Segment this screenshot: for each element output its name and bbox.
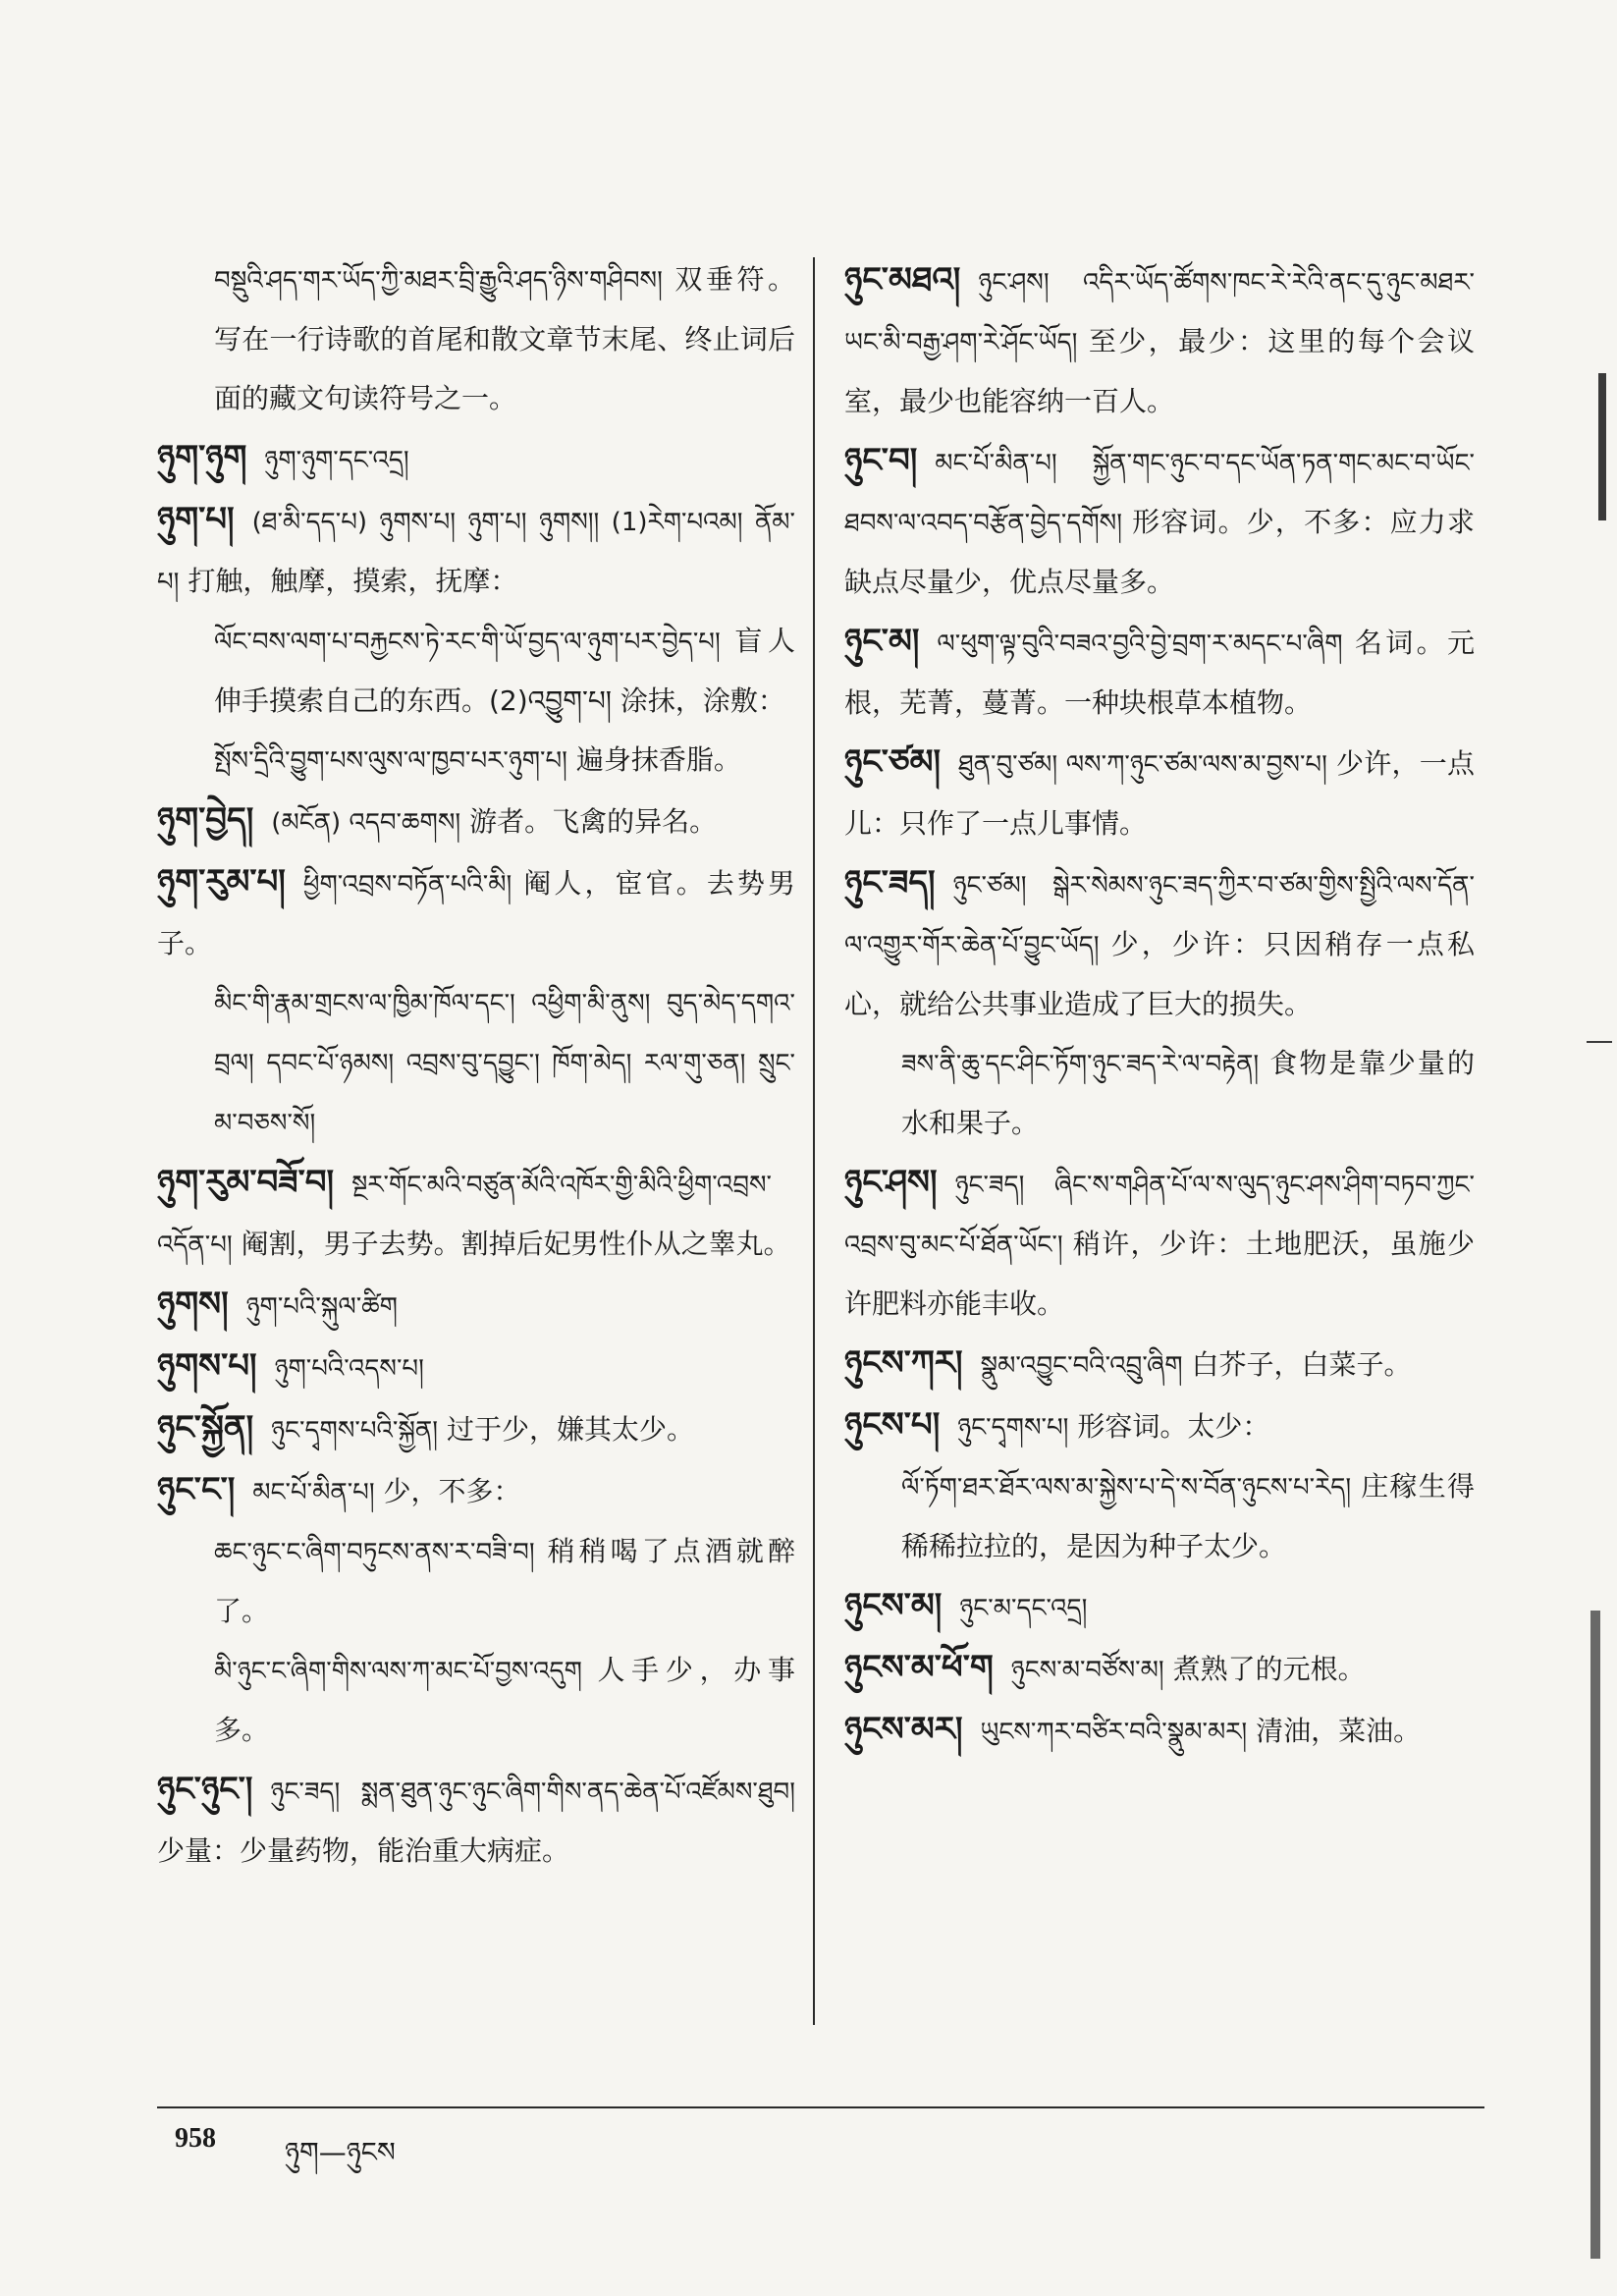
tibetan-definition: ཉུངས་མ་བཙོས་མ། <box>1010 1656 1164 1685</box>
entry <box>844 1395 1475 1457</box>
tibetan-definition: སྤོས་དྲིའི་བྱུག་པས་ལུས་ལ་ཁྱབ་པར་ཉུག་པ། <box>214 746 567 776</box>
chinese-definition: 遍身抹香脂。 <box>575 743 741 776</box>
chinese-definition: 阉割，男子去势。割掉后妃男性仆从之睾丸。 <box>241 1228 791 1260</box>
headword: ཉུངས་མ་ཕོ་ག <box>844 1648 994 1687</box>
tibetan-definition: མིང་གི་རྣམ་གྲངས་ལ་ཁྱིམ་ཁོལ་དང་། འཕྱིག་མི་ནུས། བུད་མེད་དགའ་བྲལ། དབང་པོ་ཉམས། འབྲས་བུ་དབྱུང་། ཁོག་མེད། རལ་གུ་ཅན། སྲུང་མ་བཅས་སོ། <box>214 989 795 1138</box>
chinese-definition: 过于少，嫌其太少。 <box>446 1413 694 1446</box>
tibetan-definition: ལ་ཕུག་ལྟ་བུའི་བཟའ་བྱའི་བྱེ་བྲག་ར་མདང་པ་ཞིག <box>937 629 1343 659</box>
headword: ཉུང་མཐའ། <box>844 260 961 300</box>
headword: ཉུགས། <box>157 1285 229 1324</box>
headword: ཉུང་ཟད། <box>844 863 936 902</box>
chinese-definition: 阉人，宦官。去势男子。 <box>157 867 795 959</box>
running-head: ཉུག—ཉུངས <box>285 2136 396 2168</box>
tibetan-definition: ཉུང་ཟད། ཞིང་ས་གཤིན་པོ་ལ་ས་ལུད་ཉུང་ཤས་ཤིག་བཏབ་ཀྱང་འབྲས་བུ་མང་པོ་ཐོན་ཡོང་། <box>844 1171 1475 1260</box>
entry <box>844 1334 1475 1395</box>
chinese-definition: 至少，最少：这里的每个会议室，最少也能容纳一百人。 <box>844 325 1475 417</box>
tibetan-definition: ཉུག་ཉུག་དང་འདྲ། <box>264 446 409 475</box>
entry <box>157 1760 795 1881</box>
headword: ཉུང་ང་། <box>157 1470 236 1509</box>
entry <box>844 1153 1475 1334</box>
scan-edge-mark <box>1590 1611 1600 2259</box>
entry <box>844 1576 1475 1638</box>
tibetan-definition: ཕྱིག་འབྲས་བཏོན་པའི་མི། <box>302 870 512 900</box>
tibetan-definition: ཟས་ནི་ཆུ་དང་ཤིང་ཏོག་ཉུང་ཟད་རེ་ལ་བརྟེན། <box>901 1050 1260 1079</box>
headword: ཉུངས་པ། <box>844 1405 941 1445</box>
scan-edge-mark <box>1587 1041 1612 1043</box>
entry <box>157 428 795 490</box>
tibetan-definition: ཉུང་དྭགས་པ། <box>957 1413 1069 1443</box>
headword: ཉུང་ཉུང་། <box>157 1770 253 1809</box>
headword: ཉུག་པ། <box>157 500 235 539</box>
chinese-definition: 清油，菜油。 <box>1256 1715 1422 1747</box>
entry <box>844 612 1475 733</box>
headword: ཉུང་མ། <box>844 622 920 661</box>
chinese-definition: 打触，触摩，摸索，抚摩： <box>188 565 518 597</box>
chinese-definition: 煮熟了的元根。 <box>1172 1653 1366 1685</box>
tibetan-definition: (ཐ་མི་དད་པ) ཉུགས་པ། ཉུག་པ། ཉུགས།། (1)རེག་པའམ། ནོམ་པ། <box>157 508 795 597</box>
entry <box>157 1153 795 1275</box>
entry <box>157 731 795 791</box>
right-column <box>844 250 1475 1762</box>
chinese-definition: 形容词。少，不多：应力求缺点尽量少，优点尽量多。 <box>844 506 1475 598</box>
tibetan-definition: ཉུང་ཤས། འདིར་ཡོད་ཚོགས་ཁང་རེ་རེའི་ནང་དུ་ཉུང་མཐར་ཡང་མི་བརྒྱ་ཤག་རེ་ཤོང་ཡོད། <box>844 268 1475 357</box>
entry <box>157 852 795 973</box>
chinese-definition: 游者。飞禽的异名。 <box>469 805 718 838</box>
entry <box>844 1638 1475 1700</box>
page-number: 958 <box>175 2123 216 2154</box>
entry <box>844 733 1475 853</box>
chinese-definition: 白芥子，白菜子。 <box>1191 1348 1412 1381</box>
tibetan-definition: ཉུང་ཟད། སྨན་ཐུན་ཉུང་ཉུང་ཞིག་གིས་ནད་ཆེན་པོ་འཛོམས་ཐུབ། <box>270 1777 795 1807</box>
tibetan-definition: མང་པོ་མིན་པ། སྐྱོན་གང་ཉུང་བ་དང་ཡོན་ཏན་གང་མང་བ་ཡོང་ཐབས་ལ་འབད་བརྩོན་བྱེད་དགོས། <box>844 449 1475 538</box>
entry <box>157 1337 795 1398</box>
tibetan-definition: ཉུག་པའི་སྐུལ་ཚིག <box>245 1292 398 1322</box>
column-divider <box>813 257 815 2025</box>
headword: ཉུང་ཤས། <box>844 1163 938 1202</box>
chinese-definition: 形容词。太少： <box>1077 1410 1270 1443</box>
chinese-definition: 盲人伸手摸索自己的东西。(2)འབྱུག་པ། 涂抹，涂敷： <box>214 625 795 717</box>
chinese-definition: 食物是靠少量的水和果子。 <box>901 1047 1475 1139</box>
entry <box>157 1522 795 1641</box>
chinese-definition: 少，不多： <box>383 1475 521 1507</box>
entry <box>157 973 795 1153</box>
chinese-definition: 少许，一点儿：只作了一点儿事情。 <box>844 747 1476 840</box>
tibetan-definition: མི་ཉུང་ང་ཞིག་གིས་ལས་ཀ་མང་པོ་བྱས་འདུག <box>214 1657 582 1686</box>
entry <box>157 1641 795 1760</box>
headword: ཉུང་སྐྱོན། <box>157 1408 254 1448</box>
entry <box>844 1700 1475 1762</box>
entry <box>157 791 795 852</box>
entry <box>157 490 795 612</box>
tibetan-definition: ཆང་ཉུང་ང་ཞིག་བཏུངས་ནས་ར་བཟི་བ། <box>214 1538 535 1567</box>
entry <box>157 1460 795 1522</box>
headword: ཉུག་རུམ་པ། <box>157 862 286 902</box>
tibetan-definition: མང་པོ་མིན་པ། <box>252 1478 375 1507</box>
headword: ཉུངས་མར། <box>844 1710 963 1749</box>
tibetan-definition: ཉུང་ཙམ། སྒེར་སེམས་ཉུང་ཟད་ཀྱིར་བ་ཙམ་གྱིས་སྤྱིའི་ལས་དོན་ལ་འགྱུར་གོར་ཆེན་པོ་བྱུང་ཡོད། <box>844 871 1475 960</box>
chinese-definition: 少，少许：只因稍存一点私心，就给公共事业造成了巨大的损失。 <box>844 928 1475 1020</box>
chinese-definition: 人手少，办事多。 <box>214 1654 795 1746</box>
entry <box>844 431 1475 612</box>
chinese-definition: 少量：少量药物，能治重大病症。 <box>157 1834 570 1867</box>
tibetan-definition: ཉུང་མ་དང་འདྲ། <box>959 1594 1088 1623</box>
tibetan-definition: ཡུངས་ཀར་བཙིར་བའི་སྣུམ་མར། <box>980 1718 1248 1747</box>
footer-rule <box>157 2106 1484 2108</box>
chinese-definition: 双垂符。写在一行诗歌的首尾和散文章节末尾、终止词后面的藏文句读符号之一。 <box>214 263 795 414</box>
tibetan-definition: ཐུན་བུ་ཙམ། ལས་ཀ་ཉུང་ཙམ་ལས་མ་བྱས་པ། <box>958 750 1327 780</box>
headword: ཉུག་རུམ་བཟོ་བ། <box>157 1163 335 1202</box>
headword: ཉུངས་མ། <box>844 1586 943 1625</box>
headword: ཉུང་བ། <box>844 441 918 480</box>
headword: ཉུག་བྱེད། <box>157 800 254 840</box>
entry <box>844 250 1475 431</box>
tibetan-definition: སྣུམ་འབྱུང་བའི་འབྲུ་ཞིག <box>980 1351 1183 1381</box>
tibetan-definition: བསྡུའི་ཤད་གར་ཡོད་ཀྱི་མཐར་བྲི་རྒྱུའི་ཤད་ཉིས་གཤིབས། <box>214 266 663 296</box>
tibetan-definition: ལོ་ཏོག་ཐར་ཐོར་ལས་མ་སྐྱེས་པ་དེ་ས་བོན་ཉུངས་པ་རེད། <box>901 1473 1352 1503</box>
tibetan-definition: ལོང་བས་ལག་པ་བརྐྱངས་ཏེ་རང་གི་ཡོ་བྱད་ལ་ཉུག་པར་བྱེད་པ། <box>214 628 721 657</box>
entry <box>844 1034 1475 1153</box>
chinese-definition: 庄稼生得稀稀拉拉的，是因为种子太少。 <box>901 1470 1475 1562</box>
headword: ཉུངས་ཀར། <box>844 1343 963 1383</box>
left-column <box>157 250 795 1881</box>
chinese-definition: 稍许，少许：土地肥沃，虽施少许肥料亦能丰收。 <box>844 1228 1475 1320</box>
headword: ཉུགས་པ། <box>157 1346 257 1386</box>
entry <box>157 612 795 731</box>
headword: ཉུག་ཉུག <box>157 438 247 477</box>
tibetan-definition: ཉུང་དྭགས་པའི་སྐྱོན། <box>271 1416 439 1446</box>
chinese-definition: 名词。元根，芜菁，蔓菁。一种块根草本植物。 <box>844 627 1475 719</box>
tibetan-definition: (མངོན) འདབ་ཆགས། <box>271 808 461 838</box>
entry <box>157 1398 795 1460</box>
scan-edge-mark <box>1598 373 1606 520</box>
tibetan-definition: ཉུག་པའི་འདས་པ། <box>274 1354 424 1384</box>
entry <box>844 853 1475 1034</box>
tibetan-definition: སྔར་གོང་མའི་བཙུན་མོའི་འཁོར་གྱི་མིའི་ཕྱིག་འབྲས་འདོན་པ། <box>157 1171 772 1260</box>
entry <box>157 250 795 428</box>
entry <box>844 1457 1475 1576</box>
headword: ཉུང་ཙམ། <box>844 742 941 782</box>
chinese-definition: 稍稍喝了点酒就醉了。 <box>214 1535 795 1627</box>
entry <box>157 1275 795 1337</box>
